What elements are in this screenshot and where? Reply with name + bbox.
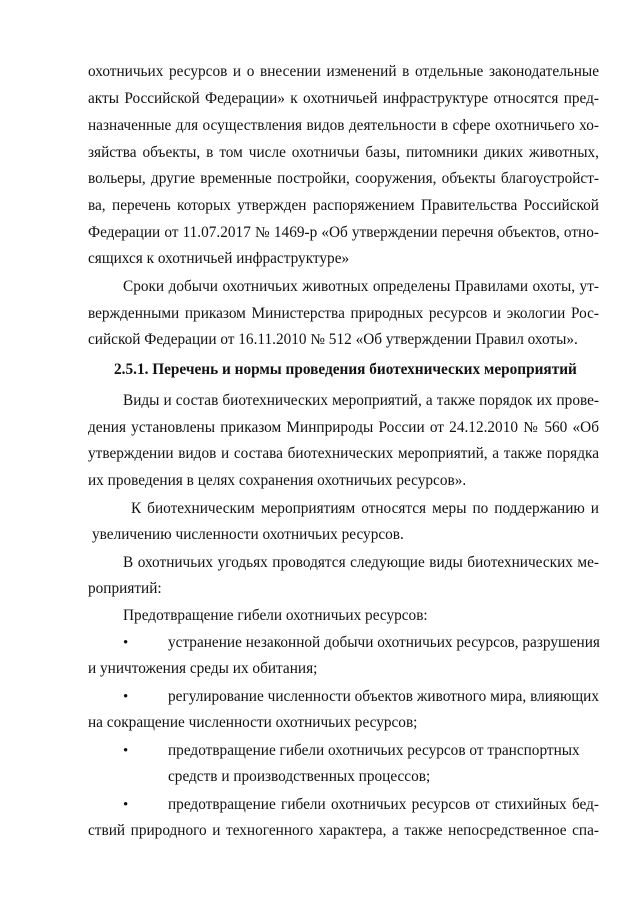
paragraph-line: ва, перечень которых утвержден распоряжением Правительства Российской [88, 197, 599, 214]
list-item-line: средств и производственных процессов; [168, 768, 431, 785]
paragraph-line: дения установлены приказом Минприроды России от 24.12.2010 № 560 «Об [88, 419, 599, 436]
paragraph-line: увеличению численности охотничьих ресурсов. [92, 526, 404, 543]
paragraph-line: Виды и состав биотехнических мероприятий, а также порядок их прове- [123, 392, 599, 409]
paragraph-line: их проведения в целях сохранения охотничьих ресурсов». [88, 472, 467, 489]
list-item-line: на сокращение численности охотничьих ресурсов; [88, 714, 418, 731]
bullet-marker: • [123, 689, 129, 705]
paragraph-line: Федерации от 11.07.2017 № 1469-р «Об утверждении перечня объектов, отно- [88, 224, 599, 241]
bullet-marker: • [123, 797, 129, 813]
paragraph-line: вержденными приказом Министерства природных ресурсов и экологии Рос- [88, 305, 599, 322]
paragraph-line: В охотничьих угодьях проводятся следующие виды биотехнических ме- [123, 554, 599, 571]
paragraph-line: сящихся к охотничьей инфраструктуре» [88, 250, 350, 267]
section-heading: 2.5.1. Перечень и нормы проведения биотехнических мероприятий [114, 361, 577, 378]
paragraph-line: зяйства объекты, в том числе охотничьи базы, питомники диких животных, [88, 144, 599, 161]
paragraph-line: утверждении видов и состава биотехнических мероприятий, а также порядка [88, 445, 599, 462]
paragraph-line: роприятий: [88, 580, 162, 597]
paragraph-line: сийской Федерации от 16.11.2010 № 512 «Об утверждении Правил охоты». [88, 331, 578, 348]
bullet-marker: • [123, 743, 129, 759]
bullet-marker: • [123, 635, 129, 651]
paragraph-line: вольеры, другие временные постройки, сооружения, объекты благоустройст- [88, 170, 599, 187]
paragraph-line: охотничьих ресурсов и о внесении изменений в отдельные законодательные [88, 63, 599, 80]
list-item-line: регулирование численности объектов животного мира, влияющих [168, 688, 599, 705]
list-item-line: ствий природного и техногенного характера, а также непосредственное спа- [88, 822, 599, 839]
paragraph-line: К биотехническим мероприятиям относятся меры по поддержанию и [131, 500, 599, 517]
paragraph-line: Сроки добычи охотничьих животных определены Правилами охоты, ут- [123, 278, 599, 295]
paragraph-line: акты Российской Федерации» к охотничьей инфраструктуре относятся пред- [88, 90, 599, 107]
list-item-line: и уничтожения среды их обитания; [88, 660, 318, 677]
list-item-line: устранение незаконной добычи охотничьих ресурсов, разрушения [168, 634, 600, 651]
list-item-line: предотвращение гибели охотничьих ресурсов от стихийных бед- [168, 796, 599, 813]
list-item-line: предотвращение гибели охотничьих ресурсов от транспортных [168, 742, 580, 759]
list-intro: Предотвращение гибели охотничьих ресурсов: [123, 607, 428, 624]
paragraph-line: назначенные для осуществления видов деятельности в сфере охотничьего хо- [88, 117, 599, 134]
